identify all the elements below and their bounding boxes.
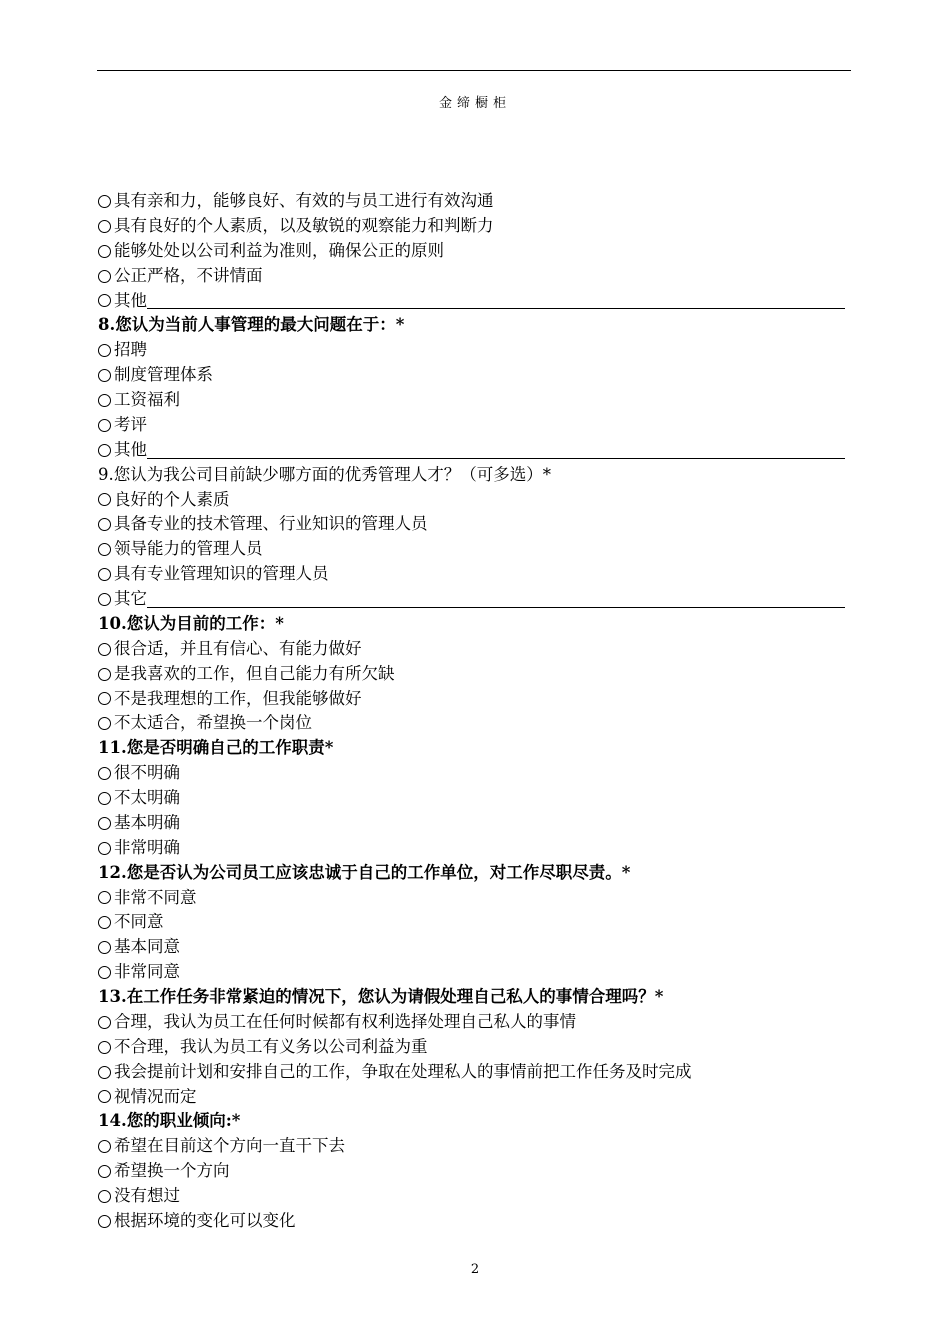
- question-heading: [98, 463, 845, 488]
- answer-option: [98, 1060, 845, 1085]
- radio-circle-icon[interactable]: [98, 692, 111, 705]
- question-heading: [98, 313, 845, 338]
- answer-option: [98, 1209, 845, 1234]
- answer-option: [98, 1184, 845, 1209]
- option-label: 基本同意: [114, 937, 180, 957]
- radio-circle-icon[interactable]: [98, 916, 111, 929]
- option-label: 领导能力的管理人员: [114, 539, 263, 559]
- option-label: 制度管理体系: [114, 365, 213, 385]
- answer-option: [98, 413, 845, 438]
- question-heading: [98, 985, 845, 1010]
- option-label: 非常同意: [114, 962, 180, 982]
- answer-option: [98, 662, 845, 687]
- answer-option: [98, 761, 845, 786]
- answer-option: [98, 910, 845, 935]
- option-label: 不太适合，希望换一个岗位: [114, 713, 312, 733]
- answer-option: [98, 388, 845, 413]
- question-text: 10.您认为目前的工作：*: [98, 613, 284, 633]
- header-rule: [97, 70, 851, 71]
- radio-circle-icon[interactable]: [98, 518, 111, 531]
- answer-option: [98, 189, 845, 214]
- radio-circle-icon[interactable]: [98, 1165, 111, 1178]
- page-header-title: 金缔橱柜: [438, 96, 511, 111]
- question-text: 8.您认为当前人事管理的最大问题在于：*: [98, 315, 405, 335]
- answer-option: [98, 711, 845, 736]
- answer-option: [98, 239, 845, 264]
- answer-option: [98, 214, 845, 239]
- option-label: 良好的个人素质: [114, 489, 230, 509]
- option-label: 具有良好的个人素质，以及敏锐的观察能力和判断力: [114, 215, 494, 235]
- radio-circle-icon[interactable]: [98, 1090, 111, 1103]
- option-label: 具有亲和力，能够良好、有效的与员工进行有效沟通: [114, 191, 494, 210]
- answer-option: [98, 836, 845, 861]
- radio-circle-icon[interactable]: [98, 966, 111, 979]
- radio-circle-icon[interactable]: [98, 717, 111, 730]
- option-label: 合理，我认为员工在任何时候都有权利选择处理自己私人的事情: [114, 1011, 576, 1031]
- radio-circle-icon[interactable]: [98, 842, 111, 855]
- answer-option: [98, 289, 845, 314]
- fill-in-blank-line[interactable]: [147, 438, 845, 459]
- option-label: 没有想过: [114, 1186, 180, 1205]
- answer-option: [98, 637, 845, 662]
- option-label: 工资福利: [114, 390, 180, 409]
- questionnaire-body: [98, 189, 845, 1234]
- radio-circle-icon[interactable]: [98, 444, 111, 457]
- page-number: 2: [470, 1262, 480, 1277]
- radio-circle-icon[interactable]: [98, 941, 111, 954]
- option-label: 具有专业管理知识的管理人员: [114, 564, 329, 584]
- radio-circle-icon[interactable]: [98, 817, 111, 830]
- option-label: 希望换一个方向: [114, 1161, 230, 1181]
- radio-circle-icon[interactable]: [98, 891, 111, 904]
- answer-option: [98, 1010, 845, 1035]
- question-text: 9.您认为我公司目前缺少哪方面的优秀管理人才？（可多选）*: [98, 464, 551, 484]
- option-label: 非常不同意: [114, 887, 197, 907]
- fill-in-blank-line[interactable]: [147, 587, 845, 608]
- answer-option: [98, 960, 845, 985]
- answer-option: [98, 512, 845, 537]
- answer-option: [98, 1035, 845, 1060]
- question-text: 12.您是否认为公司员工应该忠诚于自己的工作单位，对工作尽职尽责。*: [98, 862, 631, 882]
- radio-circle-icon[interactable]: [98, 1215, 111, 1228]
- answer-option: [98, 488, 845, 513]
- radio-circle-icon[interactable]: [98, 419, 111, 432]
- question-heading: [98, 612, 845, 637]
- answer-option: [98, 1085, 845, 1110]
- radio-circle-icon[interactable]: [98, 568, 111, 581]
- radio-circle-icon[interactable]: [98, 643, 111, 656]
- answer-option: [98, 438, 845, 463]
- answer-option: [98, 786, 845, 811]
- radio-circle-icon[interactable]: [98, 593, 111, 606]
- answer-option: [98, 1159, 845, 1184]
- radio-circle-icon[interactable]: [98, 1066, 111, 1079]
- radio-circle-icon[interactable]: [98, 394, 111, 407]
- option-label: 不太明确: [114, 788, 180, 807]
- option-label: 不是我理想的工作，但我能够做好: [114, 688, 362, 708]
- answer-option: [98, 886, 845, 911]
- answer-option: [98, 935, 845, 960]
- option-label: 公正严格，不讲情面: [114, 265, 263, 285]
- question-text: 13.在工作任务非常紧迫的情况下，您认为请假处理自己私人的事情合理吗？*: [98, 987, 664, 1006]
- option-label: 考评: [114, 414, 147, 434]
- question-heading: [98, 861, 845, 886]
- radio-circle-icon[interactable]: [98, 344, 111, 357]
- option-label: 具备专业的技术管理、行业知识的管理人员: [114, 514, 428, 534]
- answer-option: [98, 562, 845, 587]
- answer-option: [98, 338, 845, 363]
- option-label: 其他: [114, 439, 147, 459]
- option-label: 其他: [114, 290, 147, 310]
- answer-option: [98, 811, 845, 836]
- option-label: 希望在目前这个方向一直干下去: [114, 1136, 345, 1156]
- radio-circle-icon[interactable]: [98, 294, 111, 307]
- option-label: 招聘: [114, 340, 147, 360]
- answer-option: [98, 1134, 845, 1159]
- option-label: 我会提前计划和安排自己的工作，争取在处理私人的事情前把工作任务及时完成: [114, 1061, 692, 1081]
- answer-option: [98, 587, 845, 612]
- option-label: 其它: [114, 589, 147, 608]
- radio-circle-icon[interactable]: [98, 245, 111, 258]
- option-label: 很合适，并且有信心、有能力做好: [114, 638, 362, 658]
- answer-option: [98, 687, 845, 712]
- option-label: 非常明确: [114, 837, 180, 857]
- fill-in-blank-line[interactable]: [147, 289, 845, 310]
- option-label: 不合理，我认为员工有义务以公司利益为重: [114, 1036, 428, 1056]
- question-text: 11.您是否明确自己的工作职责*: [98, 738, 334, 758]
- radio-circle-icon[interactable]: [98, 493, 111, 506]
- radio-circle-icon[interactable]: [98, 220, 111, 233]
- radio-circle-icon[interactable]: [98, 369, 111, 382]
- radio-circle-icon[interactable]: [98, 1140, 111, 1153]
- radio-circle-icon[interactable]: [98, 767, 111, 780]
- answer-option: [98, 363, 845, 388]
- radio-circle-icon[interactable]: [98, 792, 111, 805]
- question-text: 14.您的职业倾向:*: [98, 1111, 241, 1131]
- option-label: 根据环境的变化可以变化: [114, 1210, 296, 1230]
- radio-circle-icon[interactable]: [98, 1041, 111, 1054]
- question-heading: [98, 1109, 845, 1134]
- option-label: 能够处处以公司利益为准则，确保公正的原则: [114, 240, 444, 260]
- radio-circle-icon[interactable]: [98, 668, 111, 681]
- answer-option: [98, 264, 845, 289]
- radio-circle-icon[interactable]: [98, 270, 111, 283]
- option-label: 基本明确: [114, 812, 180, 832]
- option-label: 是我喜欢的工作，但自己能力有所欠缺: [114, 663, 395, 683]
- answer-option: [98, 537, 845, 562]
- radio-circle-icon[interactable]: [98, 1016, 111, 1029]
- option-label: 很不明确: [114, 763, 180, 783]
- question-heading: [98, 736, 845, 761]
- option-label: 不同意: [114, 912, 164, 932]
- option-label: 视情况而定: [114, 1086, 197, 1106]
- radio-circle-icon[interactable]: [98, 1190, 111, 1203]
- radio-circle-icon[interactable]: [98, 195, 111, 208]
- radio-circle-icon[interactable]: [98, 543, 111, 556]
